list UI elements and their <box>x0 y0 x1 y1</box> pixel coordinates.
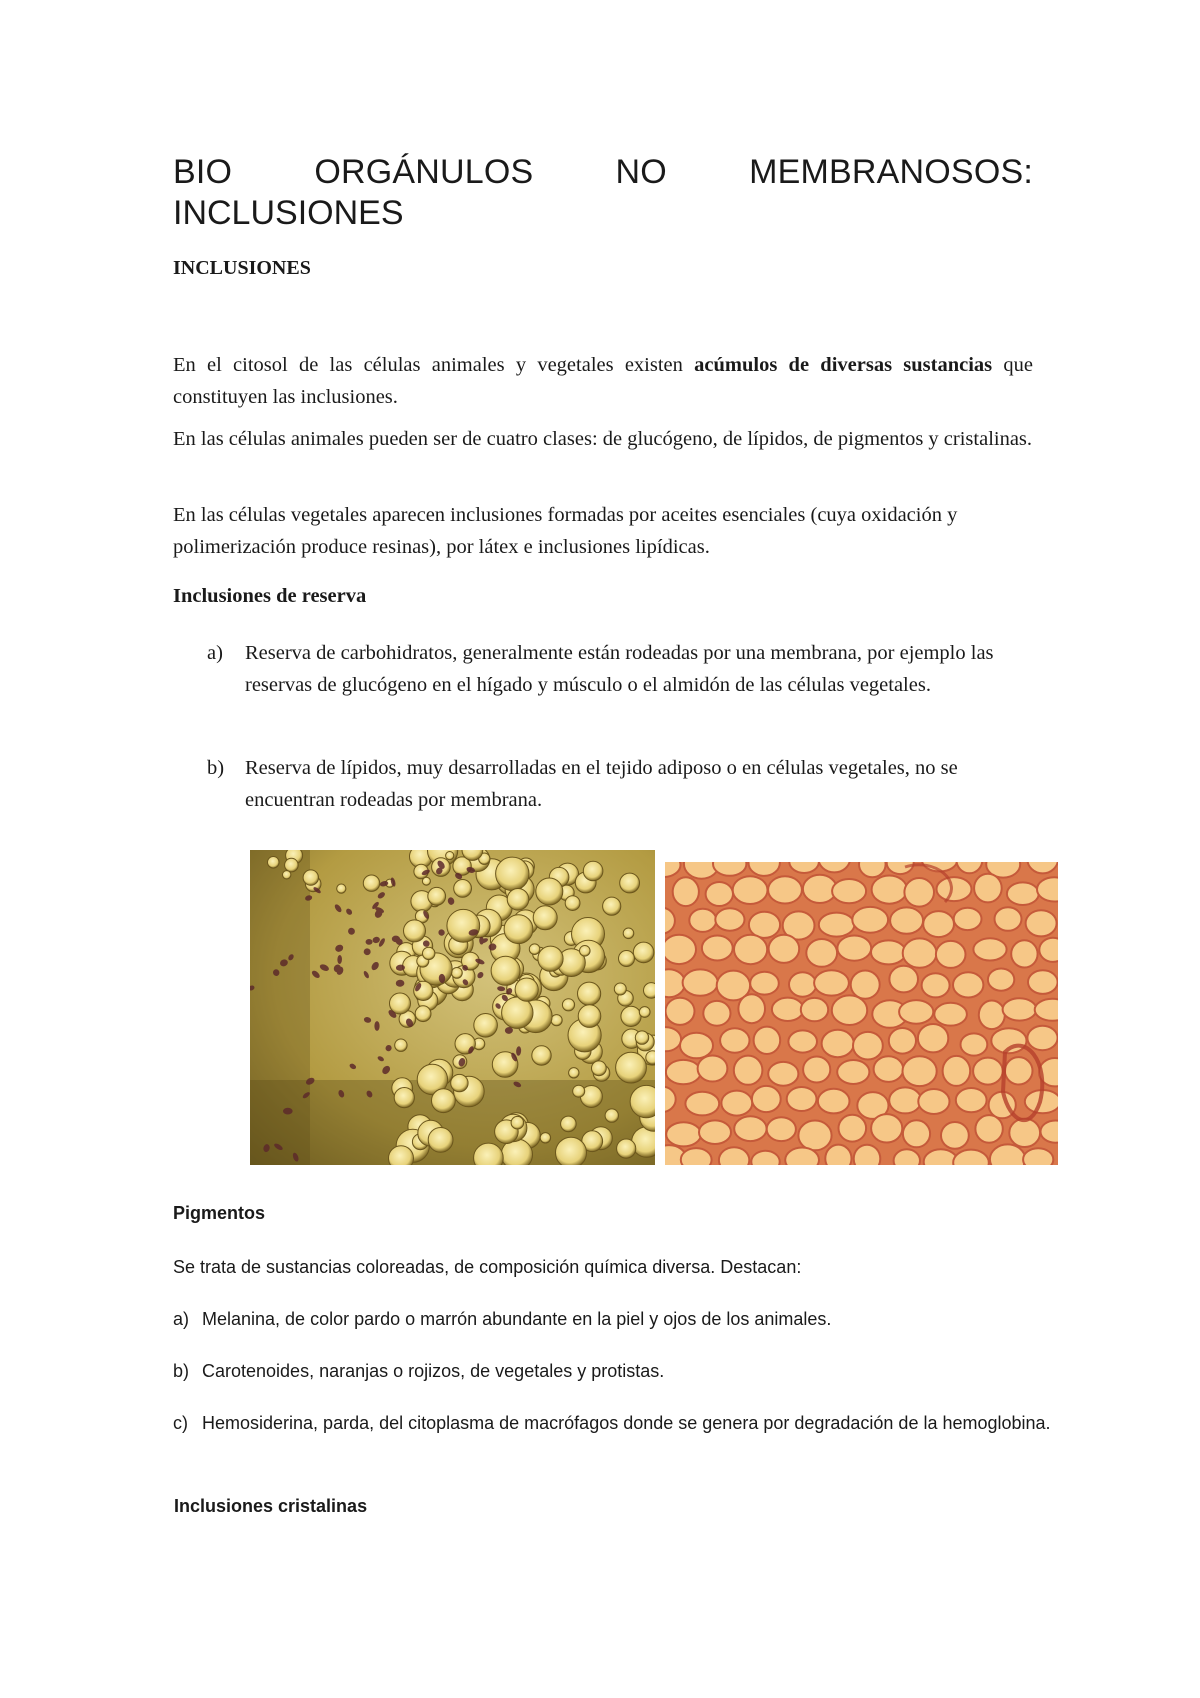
section-heading-reserva: Inclusiones de reserva <box>173 585 367 607</box>
intro-text-end: que constituyen las inclusiones. <box>173 354 1033 408</box>
intro-bold-text: acúmulos de diversas sustancias <box>694 354 993 376</box>
list-item-text: Reserva de carbohidratos, generalmente están rodeadas por una membrana, por ejemplo las reservas de glucógeno en el hígado y músculo o el almidón de las células vegetales. <box>245 642 994 696</box>
list-item <box>173 1304 1053 1335</box>
micrograph-adipose-tissue-image <box>665 862 1058 1165</box>
plant-cells-paragraph: En las células vegetales aparecen inclusiones formadas por aceites esenciales (cuya oxidación y polimerización produce resinas), por látex e inclusiones lipídicas. <box>173 504 958 558</box>
section-heading-cristalinas: Inclusiones cristalinas <box>174 1496 368 1516</box>
document-title: BIO ORGÁNULOS NO MEMBRANOSOS: <box>173 153 1033 191</box>
document-title-line2: INCLUSIONES <box>173 194 404 232</box>
section-heading-pigmentos: Pigmentos <box>173 1203 266 1223</box>
list-item <box>207 752 1037 816</box>
intro-text: En el citosol de las células animales y vegetales existen <box>173 354 695 376</box>
list-item-text: Reserva de lípidos, muy desarrolladas en el tejido adiposo o en células vegetales, no se encuentran rodeadas por membrana. <box>245 757 958 811</box>
list-item-text: Hemosiderina, parda, del citoplasma de macrófagos donde se genera por degradación de la hemoglobina. <box>202 1413 1051 1433</box>
list-marker: a) <box>207 642 223 664</box>
intro-paragraph <box>173 349 1033 413</box>
section-heading-inclusiones: INCLUSIONES <box>173 257 311 279</box>
pigmentos-intro: Se trata de sustancias coloreadas, de composición química diversa. Destacan: <box>173 1257 802 1277</box>
list-item <box>207 637 1037 701</box>
animal-cells-paragraph: En las células animales pueden ser de cuatro clases: de glucógeno, de lípidos, de pigmentos y cristalinas. <box>173 428 1033 450</box>
list-item-text: Melanina, de color pardo o marrón abundante en la piel y ojos de los animales. <box>202 1309 832 1329</box>
list-item <box>173 1356 1053 1387</box>
list-marker: c) <box>173 1413 188 1433</box>
list-marker: b) <box>173 1361 190 1381</box>
micrograph-lipid-droplets-image <box>250 850 655 1165</box>
list-item <box>173 1408 1053 1439</box>
list-marker: a) <box>173 1309 190 1329</box>
list-marker: b) <box>207 757 225 779</box>
list-item-text: Carotenoides, naranjas o rojizos, de vegetales y protistas. <box>202 1361 665 1381</box>
